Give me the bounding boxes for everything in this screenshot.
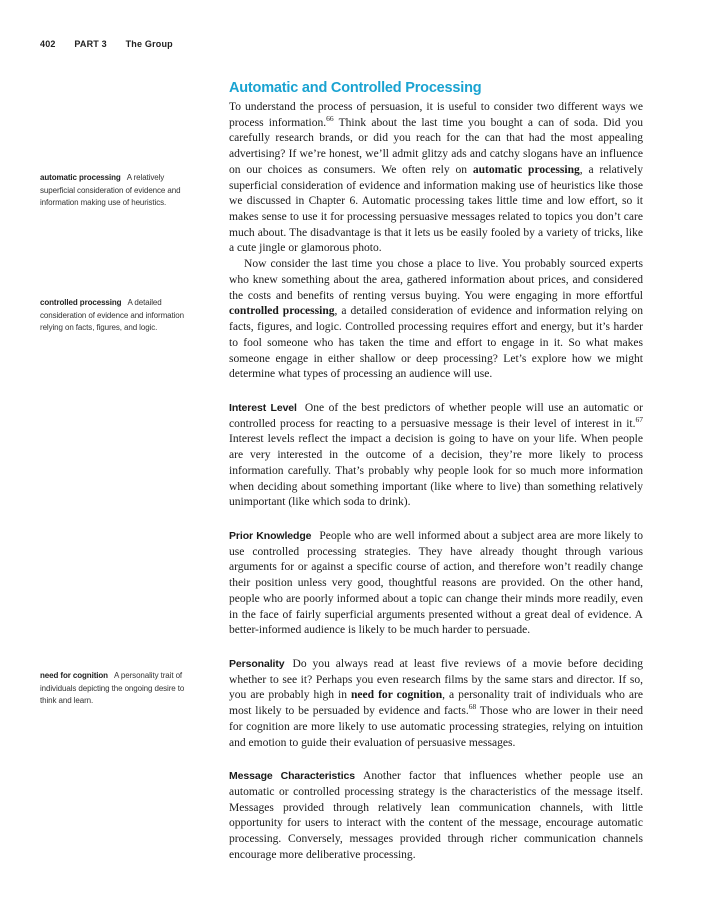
section-title: Automatic and Controlled Processing bbox=[229, 80, 482, 96]
text-run: To understand the process of persuasion, it is useful to consider two different ways we process information. bbox=[229, 101, 643, 129]
text-run: People who are well informed about a subject area are more likely to use controlled processing strategies. They have already thought through various arguments for or against a specific course of action, and therefore won’t readily change their position unless very good, thoughtful reasons are provided. On the other hand, people who are poorly informed about a topic can change their minds more readily, even in the face of fairly superficial arguments presented without a great deal of evidence. A better-informed audience is likely to be much harder to persuade. bbox=[229, 529, 643, 637]
subsection-personality bbox=[229, 657, 643, 751]
margin-term: controlled processing bbox=[40, 298, 122, 307]
key-term: controlled processing bbox=[229, 305, 335, 318]
margin-term: need for cognition bbox=[40, 671, 108, 680]
text-run: Think about the last time you bought a can of soda. Did you carefully research brands, or did you reach for the can that had the most appealing advertising? If we’re honest, we’ll admit glitzy ads and catchy slogans have an influence on our choices as consumers. We often rely on bbox=[229, 116, 643, 176]
paragraph-2 bbox=[229, 257, 643, 383]
text-run: Do you always read at least five reviews of a movie before deciding whether to see it? Perhaps you even research films by the same stars and director. If so, you are probably high in bbox=[229, 658, 643, 702]
part-label: PART 3 bbox=[74, 39, 107, 49]
key-term: automatic processing bbox=[472, 163, 580, 176]
text-run: , a personality trait of individuals who are most likely to be persuaded by evidence and facts. bbox=[229, 689, 644, 718]
margin-note-controlled-processing bbox=[40, 297, 198, 335]
margin-term: automatic processing bbox=[40, 173, 121, 182]
margin-definition: A relatively superficial consideration of evidence and information making use of heuristics. bbox=[40, 173, 181, 207]
page-number: 402 bbox=[40, 39, 56, 49]
subsection-message-characteristics bbox=[229, 769, 643, 863]
subsection-heading: Prior Knowledge bbox=[229, 529, 312, 542]
text-run: , a relatively superficial consideration of evidence and information making use of heuristics like those we discussed in Chapter 6. Automatic processing takes little time and low effort, so it makes sense to use it for processing persuasive messages related to topics you don’t care much about. The disadvantage is that it lets us be easily fooled by a variety of tricks, like a cute jingle or glamorous photo. bbox=[229, 163, 644, 255]
footnote-ref: 68 bbox=[468, 702, 477, 712]
subsection-interest-level bbox=[229, 401, 643, 511]
text-run: Now consider the last time you chose a place to live. You probably sourced experts who knew something about the area, gathered information about prices, and considered the costs and benefits of renting versus buying. You were engaging in more effortful bbox=[229, 258, 643, 302]
text-run: Another factor that influences whether people use an automatic or controlled processing strategy is the characteristics of the message itself. Messages provided through relatively lean communication channels, with little opportunity for users to interact with the content of the message, encourage automatic processing. Conversely, messages provided through richer communication channels encourage more deliberative processing. bbox=[229, 770, 643, 861]
margin-note-need-for-cognition bbox=[40, 670, 198, 708]
part-title: The Group bbox=[125, 39, 173, 49]
margin-definition: A detailed consideration of evidence and information relying on facts, figures, and logic. bbox=[40, 298, 184, 332]
footnote-ref: 67 bbox=[635, 414, 643, 424]
text-run: Those who are lower in their need for cognition are more likely to use automatic processing strategies, relying on intuition and emotion to guide their evaluation of persuasive messages. bbox=[229, 705, 643, 749]
margin-definition: A personality trait of individuals depicting the ongoing desire to think and learn. bbox=[40, 671, 185, 705]
subsection-prior-knowledge bbox=[229, 529, 643, 639]
text-run: , a detailed consideration of evidence and information relying on facts, figures, and logic. Controlled processing requires effort and energy, but it’s harder to fool someone who has taken the time and effort to engage in it. So what makes someone engage in either shallow or deep processing? Let’s explore how we might determine what types of processing an audience will use. bbox=[229, 305, 643, 381]
text-run: Interest levels reflect the impact a decision is going to have on your life. When people are very interested in the outcome of a decision, they’re more likely to process information carefully. That’s probably why people look for so much more information when deciding about something important (like where to live) than something relatively unimportant (like which soda to drink). bbox=[229, 433, 643, 509]
subsection-heading: Message Characteristics bbox=[229, 770, 355, 783]
subsection-heading: Personality bbox=[229, 658, 285, 670]
subsection-heading: Interest Level bbox=[229, 401, 297, 414]
paragraph-1 bbox=[229, 100, 643, 257]
margin-note-automatic-processing bbox=[40, 172, 198, 210]
text-run: One of the best predictors of whether people will use an automatic or controlled process for reacting to a persuasive message is their level of interest in it. bbox=[229, 401, 643, 430]
main-text bbox=[229, 79, 643, 864]
running-head bbox=[40, 39, 189, 49]
key-term: need for cognition bbox=[350, 689, 443, 702]
footnote-ref: 66 bbox=[326, 113, 334, 123]
